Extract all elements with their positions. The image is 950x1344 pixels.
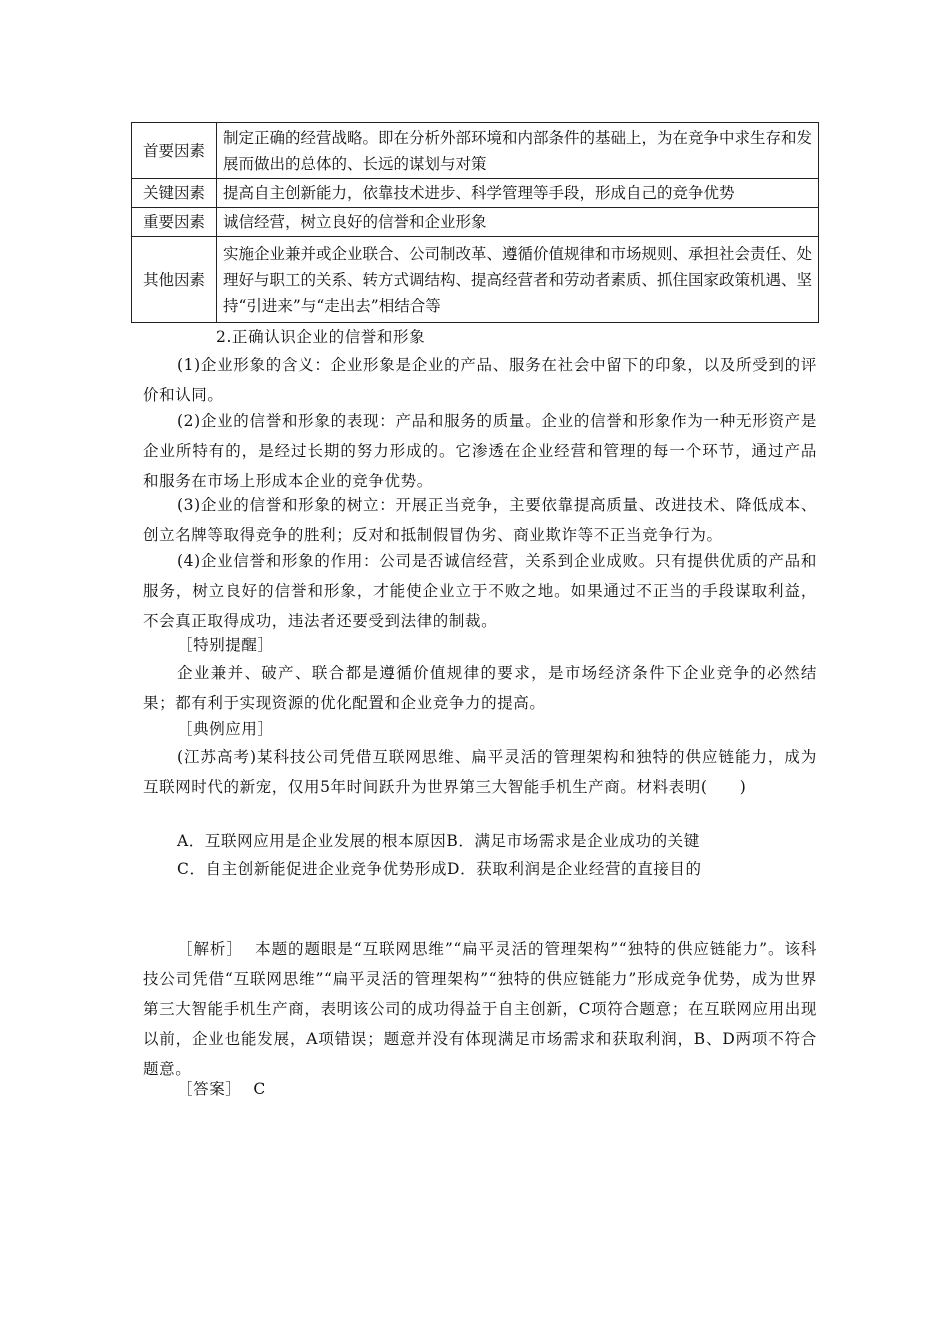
point-4: (4)企业信誉和形象的作用：公司是否诚信经营，关系到企业成败。只有提供优质的产品和服务，树立良好的信誉和形象，才能使企业立于不败之地。如果通过不正当的手段谋取利益，不会真正取得成功，违法者还要受到法律的制裁。 [143,552,817,630]
reminder-text: 企业兼并、破产、联合都是遵循价值规律的要求，是市场经济条件下企业竞争的必然结果；都有利于实现资源的优化配置和企业竞争力的提高。 [143,664,817,712]
point-3: (3)企业的信誉和形象的树立：开展正当竞争，主要依靠提高质量、改进技术、降低成本、创立名牌等取得竞争的胜利；反对和抵制假冒伪劣、商业欺诈等不正当竞争行为。 [143,496,817,544]
table-row [132,237,819,323]
options-line-1: A．互联网应用是企业发展的根本原因B．满足市场需求是企业成功的关键 [177,832,700,850]
analysis-label: ［解析］ [177,940,243,958]
reminder-label: ［特别提醒］ [177,636,274,654]
analysis-paragraph [143,934,817,1084]
factor-key: 首要因素 [132,123,217,179]
answer-label: ［答案］ [177,1080,242,1098]
options-line-2: C．自主创新能促进企业竞争优势形成D．获取利润是企业经营的直接目的 [177,860,702,878]
factor-key: 重要因素 [132,208,217,237]
answer-line [177,1074,266,1104]
analysis-text: 本题的题眼是“互联网思维”“扁平灵活的管理架构”“独特的供应链能力”。该科技公司凭借“互联网思维”“扁平灵活的管理架构”“独特的供应链能力”形成竞争优势，成为世界第三大智能手机生产商，表明该公司的成功得益于自主创新，C项符合题意；在互联网应用出现以前，企业也能发展，A项错误；题意并没有体现满足市场需求和获取利润，B、D两项不符合题意。 [143,940,818,1078]
factor-key: 其他因素 [132,237,217,323]
answer-value: C [253,1080,266,1098]
factor-value: 制定正确的经营战略。即在分析外部环境和内部条件的基础上，为在竞争中求生存和发展而做出的总体的、长远的谋划与对策 [217,123,819,179]
factor-value: 提高自主创新能力，依靠技术进步、科学管理等手段，形成自己的竞争优势 [217,179,819,208]
question-text: (江苏高考)某科技公司凭借互联网思维、扁平灵活的管理架构和独特的供应链能力，成为互联网时代的新宠，仅用5年时间跃升为世界第三大智能手机生产商。材料表明( ) [143,748,817,796]
table-row [132,208,819,237]
factor-value: 诚信经营，树立良好的信誉和企业形象 [217,208,819,237]
point-1: (1)企业形象的含义：企业形象是企业的产品、服务在社会中留下的印象，以及所受到的评价和认同。 [143,356,817,404]
table-row [132,123,819,179]
factor-key: 关键因素 [132,179,217,208]
point-2: (2)企业的信誉和形象的表现：产品和服务的质量。企业的信誉和形象作为一种无形资产是企业所特有的，是经过长期的努力形成的。它渗透在企业经营和管理的每一个环节，通过产品和服务在市场上形成本企业的竞争优势。 [143,412,817,490]
example-label: ［典例应用］ [177,720,274,738]
factor-value: 实施企业兼并或企业联合、公司制改革、遵循价值规律和市场规则、承担社会责任、处理好与职工的关系、转方式调结构、提高经营者和劳动者素质、抓住国家政策机遇、坚持“引进来”与“走出去”相结合等 [217,237,819,323]
table-row [132,179,819,208]
factors-table [131,122,819,323]
section-heading: 2.正确认识企业的信誉和形象 [216,328,426,346]
